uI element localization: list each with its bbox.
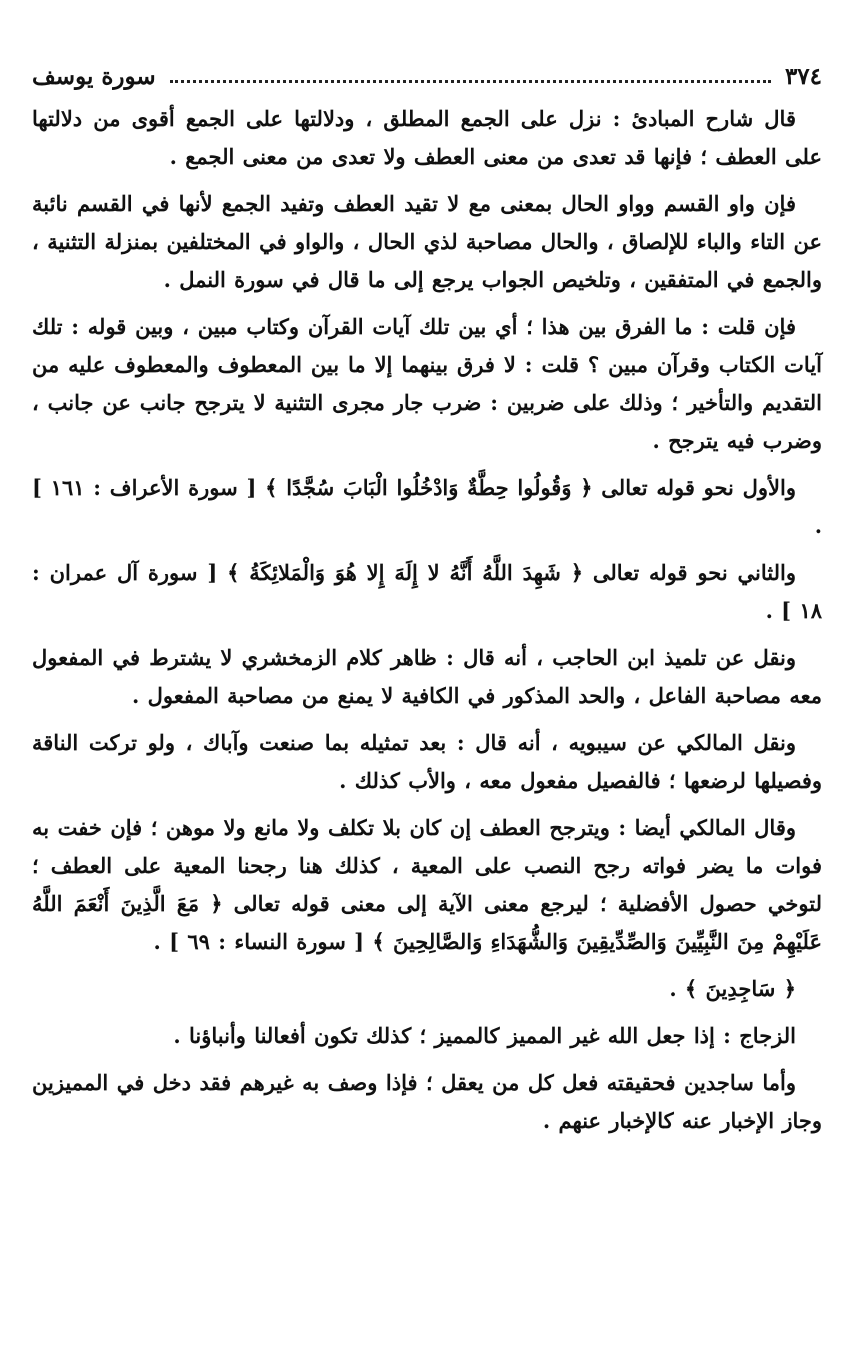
paragraph: ونقل المالكي عن سيبويه ، أنه قال : بعد تمثيله بما صنعت وآباك ، ولو تركت الناقة وفصيلها لرضعها ؛ فالفصيل مفعول معه ، والأب كذلك . xyxy=(32,730,822,793)
running-header xyxy=(32,58,822,94)
page-number: ٣٧٤ xyxy=(784,62,822,90)
book-page xyxy=(32,58,822,1149)
quran-verse-line: ﴿ سَاجِدِينَ ﴾ . xyxy=(669,976,796,1001)
paragraph: فإن قلت : ما الفرق بين هذا ؛ أي بين تلك آيات القرآن وكتاب مبين ، وبين قوله : تلك آيات الكتاب وقرآن مبين ؟ قلت : لا فرق بينهما إلا ما بين المعطوف والمعطوف عليه من التقديم والتأخير ؛ وذلك على ضربين : ضرب جار مجرى التثنية لا يترجح جانب عن جانب ، وضرب فيه يترجح . xyxy=(32,314,822,453)
paragraph: فإن واو القسم وواو الحال بمعنى مع لا تقيد العطف وتفيد الجمع لأنها في القسم نائبة عن التاء والباء للإلصاق ، والحال مصاحبة لذي الحال ، والواو في المختلفين بمنزلة التثنية ، والجمع في المتفقين ، وتلخيص الجواب يرجع إلى ما قال في سورة النمل . xyxy=(32,191,822,292)
paragraph: والثاني نحو قوله تعالى ﴿ شَهِدَ اللَّهُ أَنَّهُ لا إِلَهَ إِلا هُوَ وَالْمَلائِكَةُ ﴾ [ سورة آل عمران : ١٨ ] . xyxy=(32,560,822,623)
paragraph: الزجاج : إذا جعل الله غير المميز كالمميز ؛ كذلك تكون أفعالنا وأنباؤنا . xyxy=(173,1023,796,1048)
header-dotted-leader xyxy=(170,80,771,83)
surah-title: سورة يوسف xyxy=(32,62,156,90)
page-body xyxy=(32,100,822,1140)
paragraph: وقال المالكي أيضا : ويترجح العطف إن كان بلا تكلف ولا مانع ولا موهن ؛ فإن خفت به فوات ما يضر فواته رجح النصب على المعية ، كذلك هنا رجحنا المعية على العطف ؛ لتوخي حصول الأفضلية ؛ ليرجع معنى الآية إلى معنى قوله تعالى ﴿ مَعَ الَّذِينَ أَنْعَمَ اللَّهُ عَلَيْهِمْ مِنَ النَّبِيِّينَ وَالصِّدِّيقِينَ وَالشُّهَدَاءِ وَالصَّالِحِينَ ﴾ [ سورة النساء : ٦٩ ] . xyxy=(32,815,822,954)
paragraph: وأما ساجدين فحقيقته فعل كل من يعقل ؛ فإذا وصف به غيرهم فقد دخل في المميزين وجاز الإخبار عنه كالإخبار عنهم . xyxy=(32,1070,822,1133)
paragraph: والأول نحو قوله تعالى ﴿ وَقُولُوا حِطَّةٌ وَادْخُلُوا الْبَابَ سُجَّدًا ﴾ [ سورة الأعراف : ١٦١ ] . xyxy=(32,475,822,538)
paragraph: قال شارح المبادئ : نزل على الجمع المطلق ، ودلالتها على الجمع أقوى من دلالتها على العطف ؛ فإنها قد تعدى من معنى العطف ولا تعدى من معنى الجمع . xyxy=(32,106,822,169)
paragraph: ونقل عن تلميذ ابن الحاجب ، أنه قال : ظاهر كلام الزمخشري لا يشترط في المفعول معه مصاحبة الفاعل ، والحد المذكور في الكافية لا يمنع من مصاحبة المفعول . xyxy=(32,645,822,708)
